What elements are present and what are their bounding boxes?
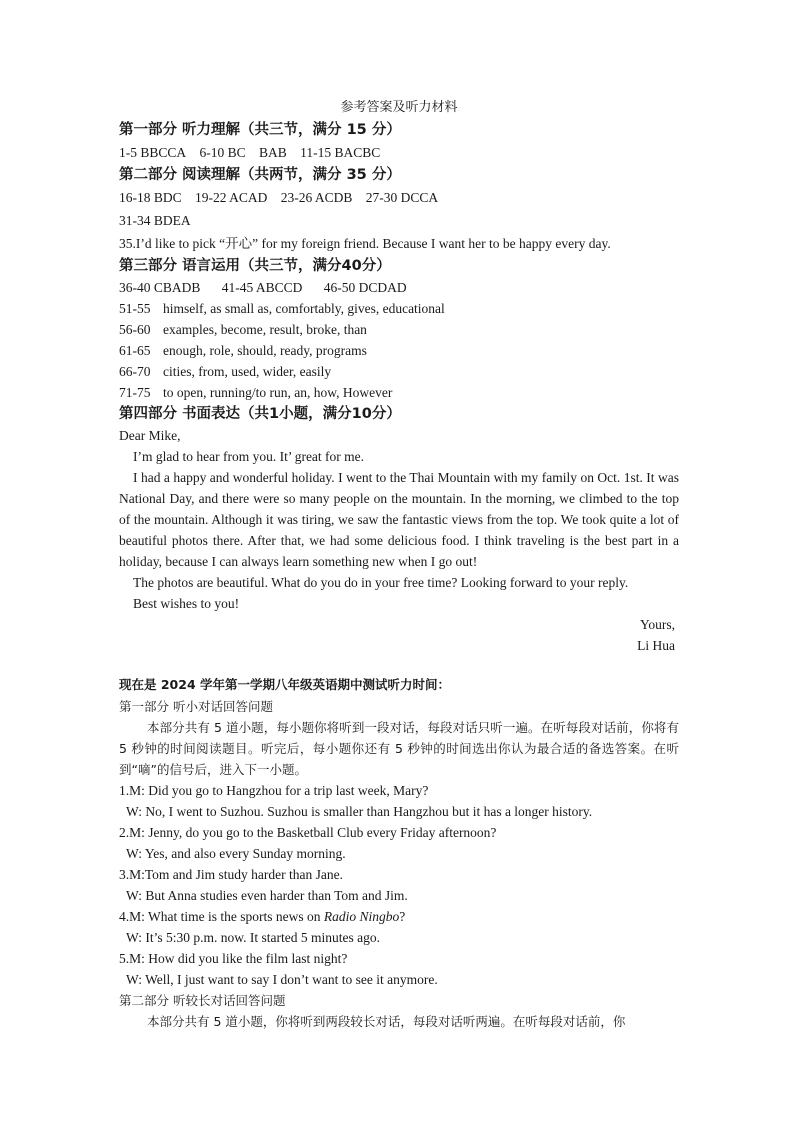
dialogue-line: W: It’s 5:30 p.m. now. It started 5 minutes ago. bbox=[126, 930, 380, 945]
part2-heading: 第二部分 阅读理解（共两节，满分 35 分） bbox=[119, 167, 401, 183]
row-key: 61-65 bbox=[119, 343, 151, 358]
dialogue-line: W: No, I went to Suzhou. Suzhou is smaller than Hangzhou but it has a longer history. bbox=[126, 804, 593, 819]
listening-section2-title: 第二部分 听较长对话回答问题 bbox=[119, 993, 286, 1008]
listening-section1-instructions: 本部分共有 5 道小题，每小题你将听到一段对话，每段对话只听一遍。在听每段对话前，你将有 5 秒钟的时间阅读题目。听完后，每小题你还有 5 秒钟的时间选出你认为最合适的备选答案。在听到“嘀”的信号后，进入下一小题。 bbox=[119, 720, 679, 777]
row-value: examples, become, result, broke, than bbox=[163, 322, 367, 337]
row-key: 71-75 bbox=[119, 385, 151, 400]
part3-answers bbox=[119, 277, 679, 298]
dialogue-line: 5.M: How did you like the film last night? bbox=[119, 951, 348, 966]
letter-paragraph: The photos are beautiful. What do you do in your free time? Looking forward to your reply. bbox=[133, 575, 629, 590]
answer-group: 46-50 DCDAD bbox=[323, 280, 407, 295]
part1-answers bbox=[119, 141, 679, 164]
answer-sheet bbox=[119, 96, 679, 1032]
answer-group: 27-30 DCCA bbox=[365, 190, 439, 205]
letter-paragraph: Best wishes to you! bbox=[133, 596, 240, 611]
row-key: 66-70 bbox=[119, 364, 151, 379]
answer-group: 11-15 BACBC bbox=[300, 145, 381, 160]
row-key: 56-60 bbox=[119, 322, 151, 337]
part2-answers-2: 31-34 BDEA bbox=[119, 213, 191, 228]
letter-closing: Yours, bbox=[639, 617, 675, 632]
dialogue-line: W: Yes, and also every Sunday morning. bbox=[126, 846, 346, 861]
answer-group: 1-5 BBCCA bbox=[119, 145, 187, 160]
letter-paragraph: I had a happy and wonderful holiday. I went to the Thai Mountain with my family on Oct. 1st. It was National Day, and there were so many people on the mountain. In the morning, we climbed to the top of the mountain. Although it was tiring, we saw the fantastic views from the top. We took quite a lot of beautiful photos there. After that, we had some delicious food. I think traveling is the best part in a holiday, because I can always learn something new when I go out! bbox=[119, 470, 679, 569]
answer-group: 19-22 ACAD bbox=[195, 190, 268, 205]
part1-heading: 第一部分 听力理解（共三节，满分 15 分） bbox=[119, 122, 401, 138]
answer-group: 23-26 ACDB bbox=[280, 190, 353, 205]
row-value: cities, from, used, wider, easily bbox=[163, 364, 332, 379]
dialogue-text: 4.M: What time is the sports news on bbox=[119, 909, 324, 924]
listening-heading: 现在是 2024 学年第一学期八年级英语期中测试听力时间： bbox=[119, 677, 450, 692]
answer-group: 41-45 ABCCD bbox=[221, 280, 303, 295]
answer-row bbox=[119, 340, 679, 361]
row-value: to open, running/to run, an, how, However bbox=[163, 385, 393, 400]
dialogue-line: 1.M: Did you go to Hangzhou for a trip last week, Mary? bbox=[119, 783, 429, 798]
dialogue-line: 2.M: Jenny, do you go to the Basketball Club every Friday afternoon? bbox=[119, 825, 497, 840]
part2-answers bbox=[119, 186, 679, 209]
dialogue-line bbox=[119, 906, 679, 927]
letter-paragraph: I’m glad to hear from you. It’ great for me. bbox=[133, 449, 365, 464]
letter-signature: Li Hua bbox=[637, 638, 675, 653]
part4-heading: 第四部分 书面表达（共1小题，满分10分） bbox=[119, 406, 401, 422]
dialogue-line: W: Well, I just want to say I don’t want to see it anymore. bbox=[126, 972, 438, 987]
answer-row bbox=[119, 382, 679, 403]
q35-answer: 35.I’d like to pick “开心” for my foreign friend. Because I want her to be happy every day. bbox=[119, 236, 611, 251]
page-title: 参考答案及听力材料 bbox=[340, 99, 458, 114]
answer-group: BAB bbox=[259, 145, 287, 160]
dialogue-line: 3.M:Tom and Jim study harder than Jane. bbox=[119, 867, 344, 882]
answer-row bbox=[119, 361, 679, 382]
row-key: 51-55 bbox=[119, 301, 151, 316]
dialogue-text: ? bbox=[399, 909, 406, 924]
listening-section2-instructions: 本部分共有 5 道小题，你将听到两段较长对话，每段对话听两遍。在听每段对话前，你 bbox=[147, 1014, 626, 1029]
part3-heading: 第三部分 语言运用（共三节，满分40分） bbox=[119, 258, 391, 274]
listening-section1-title: 第一部分 听小对话回答问题 bbox=[119, 699, 273, 714]
radio-name: Radio Ningbo bbox=[323, 909, 400, 924]
answer-row bbox=[119, 319, 679, 340]
letter-greeting: Dear Mike, bbox=[119, 428, 181, 443]
dialogue-line: W: But Anna studies even harder than Tom and Jim. bbox=[126, 888, 408, 903]
answer-group: 36-40 CBADB bbox=[119, 280, 201, 295]
answer-group: 6-10 BC bbox=[199, 145, 246, 160]
answer-group: 16-18 BDC bbox=[119, 190, 182, 205]
row-value: himself, as small as, comfortably, gives, educational bbox=[163, 301, 445, 316]
row-value: enough, role, should, ready, programs bbox=[163, 343, 367, 358]
answer-row bbox=[119, 298, 679, 319]
